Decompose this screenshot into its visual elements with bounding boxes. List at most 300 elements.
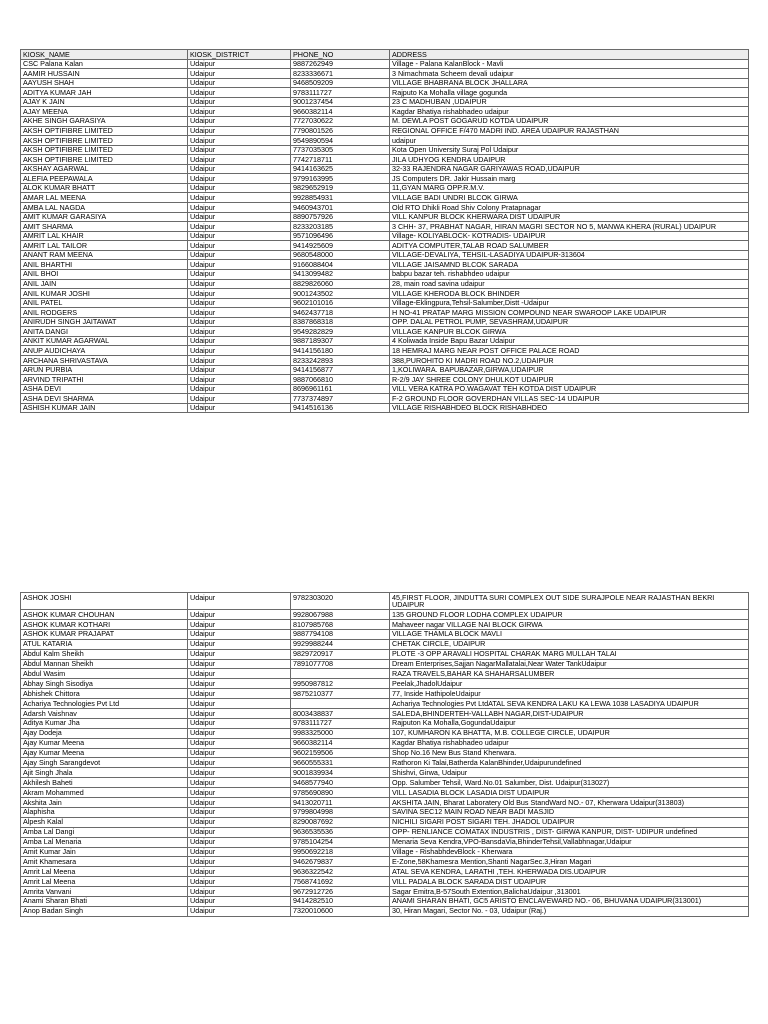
kiosk-district-cell: Udaipur bbox=[188, 155, 291, 165]
phone-no-cell: 7737374897 bbox=[291, 394, 390, 404]
kiosk-name-cell: Anami Sharan Bhati bbox=[21, 896, 188, 906]
kiosk-name-cell: Abdul Wasim bbox=[21, 669, 188, 679]
kiosk-name-cell: Adarsh Vaishnav bbox=[21, 709, 188, 719]
address-cell: ADITYA COMPUTER,TALAB ROAD SALUMBER bbox=[390, 241, 749, 251]
table-row bbox=[21, 69, 749, 79]
address-cell: Achariya Technologies Pvt LtdATAL SEVA KENDRA LAKU KA LEWA 1038 LASADIYA UDAIPUR bbox=[390, 699, 749, 709]
kiosk-name-cell: AMRIT LAL TAILOR bbox=[21, 241, 188, 251]
phone-no-cell: 9785690890 bbox=[291, 788, 390, 798]
kiosk-district-cell: Udaipur bbox=[188, 183, 291, 193]
table-row bbox=[21, 709, 749, 719]
table-row bbox=[21, 241, 749, 251]
table-row bbox=[21, 847, 749, 857]
address-cell: 1,KOLIWARA. BAPUBAZAR,GIRWA,UDAIPUR bbox=[390, 365, 749, 375]
phone-no-cell: 9887262949 bbox=[291, 59, 390, 69]
kiosk-district-cell: Udaipur bbox=[188, 768, 291, 778]
kiosk-district-cell: Udaipur bbox=[188, 78, 291, 88]
kiosk-name-cell: AKHE SINGH GARASIYA bbox=[21, 116, 188, 126]
table-row bbox=[21, 649, 749, 659]
table-row bbox=[21, 593, 749, 610]
address-cell: RAZA TRAVELS,BAHAR KA SHAHARSALUMBER bbox=[390, 669, 749, 679]
address-cell: Village-Eklingpura,Tehsil-Salumber,Distt -Udaipur bbox=[390, 298, 749, 308]
kiosk-name-cell: AJAY MEENA bbox=[21, 107, 188, 117]
address-cell: Village - Palana KalanBlock - Mavli bbox=[390, 59, 749, 69]
address-cell: VILLAGE BADI UNDRI BLCOK GIRWA bbox=[390, 193, 749, 203]
table-row bbox=[21, 629, 749, 639]
column-header: PHONE_NO bbox=[291, 50, 390, 60]
address-cell: VILLAGE BHABRANA BLOCK JHALLARA bbox=[390, 78, 749, 88]
address-cell: M. DEWLA POST GOGARUD KOTDA UDAIPUR bbox=[390, 116, 749, 126]
table-row bbox=[21, 610, 749, 620]
address-cell: 4 Koliwada Inside Bapu Bazar Udaipur bbox=[390, 336, 749, 346]
table-row bbox=[21, 126, 749, 136]
kiosk-district-cell: Udaipur bbox=[188, 317, 291, 327]
phone-no-cell: 8387868318 bbox=[291, 317, 390, 327]
kiosk-name-cell: AJAY K JAIN bbox=[21, 97, 188, 107]
table-row bbox=[21, 699, 749, 709]
kiosk-name-cell: Alaphisha bbox=[21, 807, 188, 817]
kiosk-name-cell: ASHISH KUMAR JAIN bbox=[21, 403, 188, 413]
kiosk-district-cell: Udaipur bbox=[188, 867, 291, 877]
kiosk-name-cell: ASHOK KUMAR PRAJAPAT bbox=[21, 629, 188, 639]
table-row bbox=[21, 857, 749, 867]
kiosk-district-cell: Udaipur bbox=[188, 174, 291, 184]
address-cell: VILLAGE JAISAMND BLCOK SARADA bbox=[390, 260, 749, 270]
table-row bbox=[21, 778, 749, 788]
phone-no-cell: 9782303020 bbox=[291, 593, 390, 610]
address-cell: udaipur bbox=[390, 136, 749, 146]
address-cell: Opp. Salumber Tehsil, Ward.No.01 Salumber, Dist. Udaipur(313027) bbox=[390, 778, 749, 788]
kiosk-district-cell: Udaipur bbox=[188, 203, 291, 213]
kiosk-district-cell: Udaipur bbox=[188, 610, 291, 620]
kiosk-name-cell: ANIL PATEL bbox=[21, 298, 188, 308]
phone-no-cell: 9460943701 bbox=[291, 203, 390, 213]
kiosk-district-cell: Udaipur bbox=[188, 817, 291, 827]
phone-no-cell: 8003438837 bbox=[291, 709, 390, 719]
address-cell: JS Computers DR. Jakir Hussain marg bbox=[390, 174, 749, 184]
kiosk-district-cell: Udaipur bbox=[188, 193, 291, 203]
table-row bbox=[21, 212, 749, 222]
kiosk-name-cell: ANIL BHARTHI bbox=[21, 260, 188, 270]
kiosk-district-cell: Udaipur bbox=[188, 798, 291, 808]
address-cell: AKSHITA JAIN, Bharat Laboratery Old Bus StandWard NO.- 07, Kherwara Udaipur(313803) bbox=[390, 798, 749, 808]
table-row bbox=[21, 136, 749, 146]
phone-no-cell: 9680548000 bbox=[291, 250, 390, 260]
table-row bbox=[21, 659, 749, 669]
kiosk-district-cell: Udaipur bbox=[188, 346, 291, 356]
table-row bbox=[21, 183, 749, 193]
table-row bbox=[21, 260, 749, 270]
phone-no-cell: 9950987812 bbox=[291, 679, 390, 689]
address-cell: VILLAGE KHERODA BLOCK BHINDER bbox=[390, 289, 749, 299]
address-cell: OPP- RENLIANCE COMATAX INDUSTRIS , DIST- GIRWA KANPUR, DIST- UDIPUR undefined bbox=[390, 827, 749, 837]
address-cell: R-2/9 JAY SHREE COLONY DHULKOT UDAIPUR bbox=[390, 375, 749, 385]
table-row bbox=[21, 298, 749, 308]
phone-no-cell bbox=[291, 699, 390, 709]
kiosk-name-cell: Aditya Kumar Jha bbox=[21, 718, 188, 728]
kiosk-name-cell: ASHOK KUMAR CHOUHAN bbox=[21, 610, 188, 620]
table-row bbox=[21, 356, 749, 366]
phone-no-cell: 8233242893 bbox=[291, 356, 390, 366]
phone-no-cell: 8233203185 bbox=[291, 222, 390, 232]
kiosk-name-cell: Ajay Singh Sarangdevot bbox=[21, 758, 188, 768]
kiosk-name-cell: ARVIND TRIPATHI bbox=[21, 375, 188, 385]
phone-no-cell: 9875210377 bbox=[291, 689, 390, 699]
phone-no-cell: 9549890594 bbox=[291, 136, 390, 146]
phone-no-cell: 9636322542 bbox=[291, 867, 390, 877]
address-cell: Peelak,JhadolUdaipur bbox=[390, 679, 749, 689]
address-cell: VILLAGE RISHABHDEO BLOCK RISHABHDEO bbox=[390, 403, 749, 413]
kiosk-district-cell: Udaipur bbox=[188, 136, 291, 146]
phone-no-cell: 9929988244 bbox=[291, 639, 390, 649]
table-row bbox=[21, 231, 749, 241]
kiosk-name-cell: ALOK KUMAR BHATT bbox=[21, 183, 188, 193]
kiosk-district-cell: Udaipur bbox=[188, 857, 291, 867]
kiosk-district-cell: Udaipur bbox=[188, 145, 291, 155]
address-cell: 107, KUMHARON KA BHATTA, M.B. COLLEGE CIRCLE, UDAIPUR bbox=[390, 728, 749, 738]
address-cell: 77, Inside HathipoleUdaipur bbox=[390, 689, 749, 699]
phone-no-cell: 9001839934 bbox=[291, 768, 390, 778]
address-cell: 23 C MADHUBAN ,UDAIPUR bbox=[390, 97, 749, 107]
kiosk-name-cell: Alpesh Kalal bbox=[21, 817, 188, 827]
phone-no-cell: 7891077708 bbox=[291, 659, 390, 669]
kiosk-name-cell: ANKIT KUMAR AGARWAL bbox=[21, 336, 188, 346]
kiosk-district-cell: Udaipur bbox=[188, 336, 291, 346]
kiosk-district-cell: Udaipur bbox=[188, 298, 291, 308]
kiosk-district-cell: Udaipur bbox=[188, 887, 291, 897]
phone-no-cell: 7727030622 bbox=[291, 116, 390, 126]
kiosk-name-cell: Akhilesh Baheti bbox=[21, 778, 188, 788]
kiosk-name-cell: AKSH OPTIFIBRE LIMITED bbox=[21, 126, 188, 136]
table-row bbox=[21, 145, 749, 155]
table-row bbox=[21, 728, 749, 738]
address-cell: 3 CHH- 37, PRABHAT NAGAR, HIRAN MAGRI SECTOR NO 5, MANWA KHERA (RURAL) UDAIPUR bbox=[390, 222, 749, 232]
address-cell: Village- KOLIYABLOCK- KOTRADIS- UDAIPUR bbox=[390, 231, 749, 241]
kiosk-name-cell: Abhay Singh Sisodiya bbox=[21, 679, 188, 689]
address-cell: 32-33 RAJENDRA NAGAR GARIYAWAS ROAD,UDAIPUR bbox=[390, 164, 749, 174]
address-cell: Rajputo Ka Mohalla village gogunda bbox=[390, 88, 749, 98]
kiosk-name-cell: Achariya Technologies Pvt Ltd bbox=[21, 699, 188, 709]
table-row bbox=[21, 718, 749, 728]
table-row bbox=[21, 768, 749, 778]
address-cell: VILL PADALA BLOCK SARADA DIST UDAIPUR bbox=[390, 877, 749, 887]
address-cell: Menaria Seva Kendra,VPO-BansdaVia,BhinderTehsil,Vallabhnagar,Udaipur bbox=[390, 837, 749, 847]
phone-no-cell: 9414156180 bbox=[291, 346, 390, 356]
table-row bbox=[21, 887, 749, 897]
kiosk-name-cell: AMRIT LAL KHAIR bbox=[21, 231, 188, 241]
phone-no-cell: 9413099482 bbox=[291, 269, 390, 279]
kiosk-district-cell: Udaipur bbox=[188, 807, 291, 817]
table-row bbox=[21, 222, 749, 232]
kiosk-district-cell: Udaipur bbox=[188, 738, 291, 748]
kiosk-name-cell: Ajay Dodeja bbox=[21, 728, 188, 738]
phone-no-cell: 8696961161 bbox=[291, 384, 390, 394]
table-row bbox=[21, 394, 749, 404]
table-row bbox=[21, 174, 749, 184]
kiosk-district-cell: Udaipur bbox=[188, 689, 291, 699]
address-cell: Kagdar Bhatiya rishabhadeo udaipur bbox=[390, 738, 749, 748]
table-row bbox=[21, 817, 749, 827]
kiosk-table-top bbox=[20, 49, 749, 413]
address-cell: E-Zone,58Khamesra Mention,Shanti NagarSec.3,Hiran Magari bbox=[390, 857, 749, 867]
address-cell: Kagdar Bhatiya rishabhadeo udaipur bbox=[390, 107, 749, 117]
kiosk-name-cell: ARCHANA SHRIVASTAVA bbox=[21, 356, 188, 366]
kiosk-district-cell: Udaipur bbox=[188, 827, 291, 837]
kiosk-name-cell: Abdul Mannan Sheikh bbox=[21, 659, 188, 669]
kiosk-name-cell: Amrit Lal Meena bbox=[21, 867, 188, 877]
kiosk-district-cell: Udaipur bbox=[188, 788, 291, 798]
address-cell: REGIONAL OFFICE F/470 MADRI IND. AREA UDAIPUR RAJASTHAN bbox=[390, 126, 749, 136]
table-row bbox=[21, 738, 749, 748]
kiosk-district-cell: Udaipur bbox=[188, 906, 291, 916]
phone-no-cell: 7790801526 bbox=[291, 126, 390, 136]
table-row bbox=[21, 78, 749, 88]
table-row bbox=[21, 97, 749, 107]
phone-no-cell: 9166088404 bbox=[291, 260, 390, 270]
kiosk-district-cell: Udaipur bbox=[188, 649, 291, 659]
address-cell: Shishvi, Girwa, Udaipur bbox=[390, 768, 749, 778]
table-row bbox=[21, 193, 749, 203]
kiosk-name-cell: ALEFIA PEEPAWALA bbox=[21, 174, 188, 184]
phone-no-cell: 8829826060 bbox=[291, 279, 390, 289]
kiosk-district-cell: Udaipur bbox=[188, 847, 291, 857]
kiosk-district-cell: Udaipur bbox=[188, 289, 291, 299]
table-row bbox=[21, 679, 749, 689]
table-row bbox=[21, 906, 749, 916]
address-cell: VILLAGE-DEVALIYA, TEHSIL-LASADIYA UDAIPUR-313604 bbox=[390, 250, 749, 260]
kiosk-name-cell: ARUN PURBIA bbox=[21, 365, 188, 375]
kiosk-district-cell: Udaipur bbox=[188, 639, 291, 649]
kiosk-name-cell: AAMIR HUSSAIN bbox=[21, 69, 188, 79]
kiosk-district-cell: Udaipur bbox=[188, 269, 291, 279]
address-cell: H NO-41 PRATAP MARG MISSION COMPOUND NEAR SWAROOP LAKE UDAIPUR bbox=[390, 308, 749, 318]
phone-no-cell: 9928067988 bbox=[291, 610, 390, 620]
table-row bbox=[21, 88, 749, 98]
kiosk-district-cell: Udaipur bbox=[188, 250, 291, 260]
kiosk-district-cell: Udaipur bbox=[188, 718, 291, 728]
phone-no-cell: 9413020711 bbox=[291, 798, 390, 808]
table-row bbox=[21, 807, 749, 817]
table-row bbox=[21, 365, 749, 375]
phone-no-cell: 9571096496 bbox=[291, 231, 390, 241]
table-row bbox=[21, 346, 749, 356]
table-row bbox=[21, 116, 749, 126]
kiosk-name-cell: Amit Kumar Jain bbox=[21, 847, 188, 857]
phone-no-cell: 9468577940 bbox=[291, 778, 390, 788]
kiosk-district-cell: Udaipur bbox=[188, 107, 291, 117]
kiosk-district-cell: Udaipur bbox=[188, 231, 291, 241]
kiosk-district-cell: Udaipur bbox=[188, 748, 291, 758]
kiosk-district-cell: Udaipur bbox=[188, 778, 291, 788]
table-row bbox=[21, 336, 749, 346]
phone-no-cell: 9549282829 bbox=[291, 327, 390, 337]
kiosk-table-top-body bbox=[21, 50, 749, 413]
kiosk-district-cell: Udaipur bbox=[188, 241, 291, 251]
kiosk-name-cell: ASHOK KUMAR KOTHARI bbox=[21, 620, 188, 630]
table-row bbox=[21, 164, 749, 174]
kiosk-name-cell: AMAR LAL MEENA bbox=[21, 193, 188, 203]
phone-no-cell: 9799804998 bbox=[291, 807, 390, 817]
kiosk-district-cell: Udaipur bbox=[188, 126, 291, 136]
table-row bbox=[21, 669, 749, 679]
address-cell: Shop No.16 New Bus Stand Kherwara. bbox=[390, 748, 749, 758]
kiosk-name-cell: CSC Palana Kalan bbox=[21, 59, 188, 69]
address-cell: Sagar Emitra,B-57South Extention,BalichaUdaipur ,313001 bbox=[390, 887, 749, 897]
phone-no-cell: 9785104254 bbox=[291, 837, 390, 847]
table-row bbox=[21, 107, 749, 117]
kiosk-district-cell: Udaipur bbox=[188, 728, 291, 738]
phone-no-cell: 9783111727 bbox=[291, 718, 390, 728]
phone-no-cell: 9928854931 bbox=[291, 193, 390, 203]
kiosk-district-cell: Udaipur bbox=[188, 659, 291, 669]
kiosk-name-cell: ANANT RAM MEENA bbox=[21, 250, 188, 260]
kiosk-name-cell: AKSH OPTIFIBRE LIMITED bbox=[21, 155, 188, 165]
kiosk-name-cell: ANIL RODGERS bbox=[21, 308, 188, 318]
address-cell: babpu bazar teh. rishabhdeo udaipur bbox=[390, 269, 749, 279]
kiosk-name-cell: ADITYA KUMAR JAH bbox=[21, 88, 188, 98]
kiosk-name-cell: Amrita Vanvani bbox=[21, 887, 188, 897]
address-cell: Village - RishabhdevBlock - Kherwara bbox=[390, 847, 749, 857]
table-row bbox=[21, 827, 749, 837]
kiosk-name-cell: Anop Badan Singh bbox=[21, 906, 188, 916]
address-cell: ANAMI SHARAN BHATI, GC5 ARISTO ENCLAVEWARD NO.- 06, BHUVANA UDAIPUR(313001) bbox=[390, 896, 749, 906]
phone-no-cell: 9462437718 bbox=[291, 308, 390, 318]
address-cell: CHETAK CIRCLE, UDAIPUR bbox=[390, 639, 749, 649]
kiosk-district-cell: Udaipur bbox=[188, 222, 291, 232]
kiosk-district-cell: Udaipur bbox=[188, 356, 291, 366]
phone-no-cell: 9602101016 bbox=[291, 298, 390, 308]
phone-no-cell: 9950692218 bbox=[291, 847, 390, 857]
table-row bbox=[21, 375, 749, 385]
kiosk-name-cell: Abdul Kalm Sheikh bbox=[21, 649, 188, 659]
phone-no-cell: 7737035305 bbox=[291, 145, 390, 155]
kiosk-district-cell: Udaipur bbox=[188, 877, 291, 887]
kiosk-district-cell: Udaipur bbox=[188, 403, 291, 413]
table-row bbox=[21, 877, 749, 887]
table-row bbox=[21, 867, 749, 877]
address-cell: 135 GROUND FLOOR LODHA COMPLEX UDAIPUR bbox=[390, 610, 749, 620]
address-cell: ATAL SEVA KENDRA, LARATHI ,TEH. KHERWADA DIS.UDAIPUR bbox=[390, 867, 749, 877]
kiosk-name-cell: Akram Mohammed bbox=[21, 788, 188, 798]
phone-no-cell: 9829652919 bbox=[291, 183, 390, 193]
address-cell: Rathoron Ki Talai,Batherda KalanBhinder,Udaipurundefined bbox=[390, 758, 749, 768]
phone-no-cell: 8290087692 bbox=[291, 817, 390, 827]
phone-no-cell bbox=[291, 669, 390, 679]
kiosk-district-cell: Udaipur bbox=[188, 260, 291, 270]
address-cell: SALEDA,BHINDERTEH-VALLABH NAGAR,DIST-UDAIPUR bbox=[390, 709, 749, 719]
address-cell: Old RTO Dhikli Road Shiv Colony Pratapnagar bbox=[390, 203, 749, 213]
kiosk-district-cell: Udaipur bbox=[188, 629, 291, 639]
kiosk-district-cell: Udaipur bbox=[188, 758, 291, 768]
kiosk-name-cell: Abhishek Chittora bbox=[21, 689, 188, 699]
phone-no-cell: 9983325000 bbox=[291, 728, 390, 738]
table-row bbox=[21, 279, 749, 289]
table-row bbox=[21, 203, 749, 213]
kiosk-district-cell: Udaipur bbox=[188, 699, 291, 709]
kiosk-name-cell: ASHOK JOSHI bbox=[21, 593, 188, 610]
table-row bbox=[21, 837, 749, 847]
table-row bbox=[21, 403, 749, 413]
kiosk-name-cell: Amba Lal Menaria bbox=[21, 837, 188, 847]
table-row bbox=[21, 748, 749, 758]
phone-no-cell: 9001243502 bbox=[291, 289, 390, 299]
kiosk-district-cell: Udaipur bbox=[188, 88, 291, 98]
kiosk-district-cell: Udaipur bbox=[188, 164, 291, 174]
kiosk-district-cell: Udaipur bbox=[188, 837, 291, 847]
kiosk-district-cell: Udaipur bbox=[188, 279, 291, 289]
column-header: ADDRESS bbox=[390, 50, 749, 60]
address-cell: VILLAGE THAMLA BLOCK MAVLI bbox=[390, 629, 749, 639]
kiosk-name-cell: Amrit Lal Meena bbox=[21, 877, 188, 887]
phone-no-cell: 9636535536 bbox=[291, 827, 390, 837]
kiosk-name-cell: ANIL BHOI bbox=[21, 269, 188, 279]
kiosk-district-cell: Udaipur bbox=[188, 896, 291, 906]
kiosk-name-cell: AMIT KUMAR GARASIYA bbox=[21, 212, 188, 222]
table-row bbox=[21, 155, 749, 165]
address-cell: JILA UDHYOG KENDRA UDAIPUR bbox=[390, 155, 749, 165]
kiosk-name-cell: AKSH OPTIFIBRE LIMITED bbox=[21, 145, 188, 155]
address-cell: 3 Nimachmata Scheem devali udaipur bbox=[390, 69, 749, 79]
kiosk-name-cell: Amit Khamesara bbox=[21, 857, 188, 867]
table-row bbox=[21, 896, 749, 906]
address-cell: 18 HEMRAJ MARG NEAR POST OFFICE PALACE ROAD bbox=[390, 346, 749, 356]
kiosk-district-cell: Udaipur bbox=[188, 394, 291, 404]
kiosk-name-cell: ATUL KATARIA bbox=[21, 639, 188, 649]
phone-no-cell: 8107985768 bbox=[291, 620, 390, 630]
kiosk-name-cell: AKSHAY AGARWAL bbox=[21, 164, 188, 174]
table-row bbox=[21, 788, 749, 798]
table-row bbox=[21, 689, 749, 699]
address-cell: 45,FIRST FLOOR, JINDUTTA SURI COMPLEX OUT SIDE SURAJPOLE NEAR RAJASTHAN BEKRI UDAIPUR bbox=[390, 593, 749, 610]
kiosk-table-bottom-body bbox=[21, 593, 749, 917]
phone-no-cell: 8233336671 bbox=[291, 69, 390, 79]
table-row bbox=[21, 289, 749, 299]
kiosk-name-cell: ANIRUDH SINGH JAITAWAT bbox=[21, 317, 188, 327]
kiosk-name-cell: ANIL KUMAR JOSHI bbox=[21, 289, 188, 299]
phone-no-cell: 9887794108 bbox=[291, 629, 390, 639]
table-row bbox=[21, 620, 749, 630]
kiosk-district-cell: Udaipur bbox=[188, 669, 291, 679]
kiosk-name-cell: ASHA DEVI SHARMA bbox=[21, 394, 188, 404]
kiosk-district-cell: Udaipur bbox=[188, 97, 291, 107]
phone-no-cell: 9660555331 bbox=[291, 758, 390, 768]
table-row bbox=[21, 798, 749, 808]
table-row bbox=[21, 758, 749, 768]
kiosk-district-cell: Udaipur bbox=[188, 593, 291, 610]
phone-no-cell: 7742718711 bbox=[291, 155, 390, 165]
kiosk-name-cell: Ajay Kumar Meena bbox=[21, 738, 188, 748]
kiosk-district-cell: Udaipur bbox=[188, 116, 291, 126]
phone-no-cell: 9660382114 bbox=[291, 107, 390, 117]
kiosk-table-bottom bbox=[20, 592, 749, 917]
column-header: KIOSK_DISTRICT bbox=[188, 50, 291, 60]
kiosk-name-cell: Ajay Kumar Meena bbox=[21, 748, 188, 758]
kiosk-name-cell: AKSH OPTIFIBRE LIMITED bbox=[21, 136, 188, 146]
phone-no-cell: 9414282510 bbox=[291, 896, 390, 906]
phone-no-cell: 9414516136 bbox=[291, 403, 390, 413]
kiosk-district-cell: Udaipur bbox=[188, 308, 291, 318]
table-row bbox=[21, 317, 749, 327]
table-row bbox=[21, 639, 749, 649]
kiosk-district-cell: Udaipur bbox=[188, 212, 291, 222]
kiosk-district-cell: Udaipur bbox=[188, 375, 291, 385]
phone-no-cell: 9414156877 bbox=[291, 365, 390, 375]
address-cell: VILLAGE KANPUR BLCOK GIRWA bbox=[390, 327, 749, 337]
phone-no-cell: 9887066810 bbox=[291, 375, 390, 385]
kiosk-name-cell: Akshita Jain bbox=[21, 798, 188, 808]
address-cell: SAVINA SEC12 MAIN ROAD NEAR BADI MASJID bbox=[390, 807, 749, 817]
kiosk-name-cell: ANUP AUDICHAYA bbox=[21, 346, 188, 356]
